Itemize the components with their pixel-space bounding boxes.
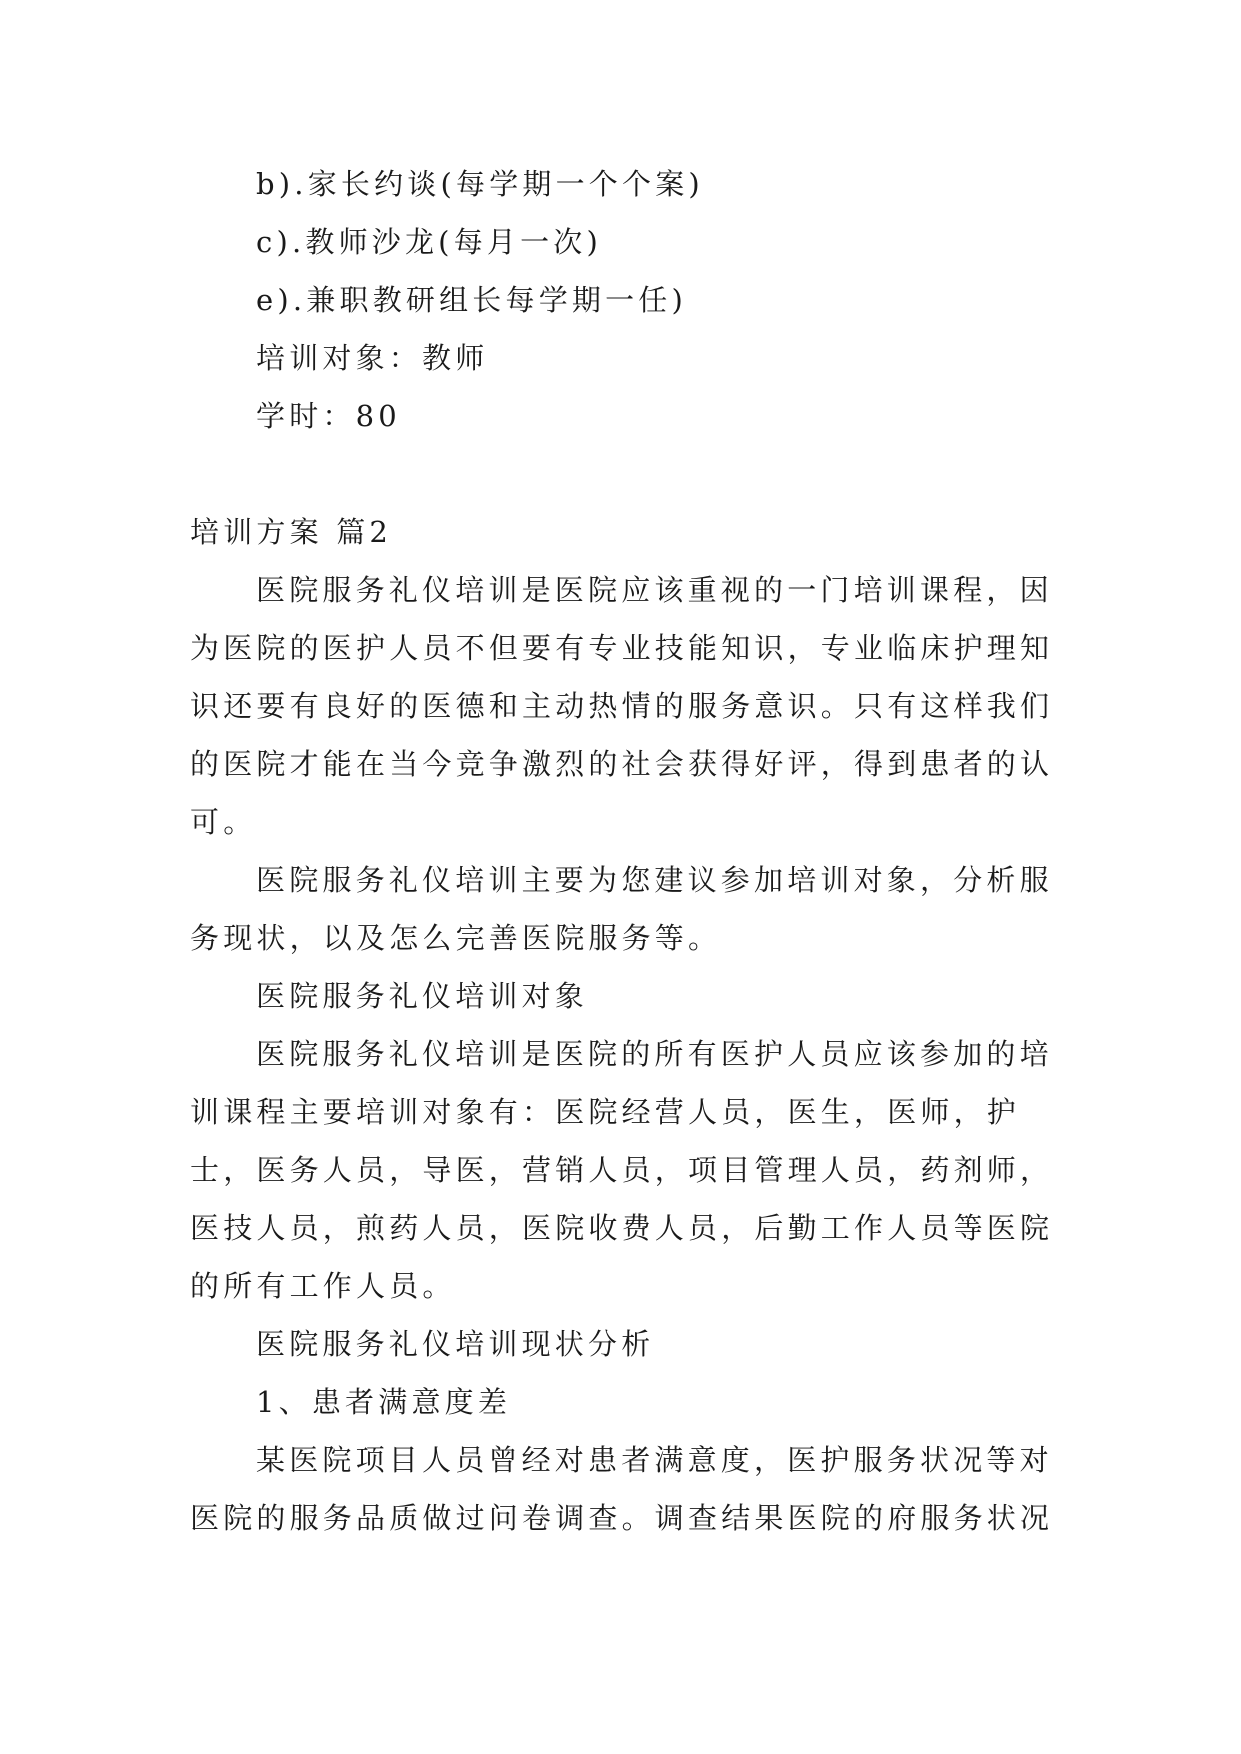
training-target-line: 培训对象：教师 [256,341,489,375]
paragraph-target-list: 医院服务礼仪培训是医院的所有医护人员应该参加的培训课程主要培训对象有：医院经营人员，医生，医师，护士，医务人员，导医，营销人员，项目管理人员，药剂师，医技人员，煎药人员，医院收费人员，后勤工作人员等医院的所有工作人员。 [190,1037,1054,1303]
list-item-b: b).家长约谈(每学期一个个案) [256,167,704,201]
hours-line: 学时：80 [256,399,401,433]
subheading-status-analysis: 医院服务礼仪培训现状分析 [256,1327,655,1361]
list-item-e: e).兼职教研组长每学期一任) [256,283,688,317]
paragraph-survey: 某医院项目人员曾经对患者满意度，医护服务状况等对医院的服务品质做过问卷调查。调查结果医院的府服务状况 [190,1443,1054,1535]
paragraph-purpose: 医院服务礼仪培训主要为您建议参加培训对象，分析服务现状，以及怎么完善医院服务等。 [190,863,1053,955]
list-item-satisfaction: 1、患者满意度差 [256,1385,512,1419]
subheading-training-target: 医院服务礼仪培训对象 [256,979,589,1013]
document-body [190,155,1055,1547]
paragraph-intro: 医院服务礼仪培训是医院应该重视的一门培训课程，因为医院的医护人员不但要有专业技能知识，专业临床护理知识还要有良好的医德和主动热情的服务意识。只有这样我们的医院才能在当今竞争激烈的社会获得好评，得到患者的认可。 [190,573,1054,839]
list-item-c: c).教师沙龙(每月一次) [256,225,603,259]
section-heading: 培训方案 篇2 [190,515,393,549]
